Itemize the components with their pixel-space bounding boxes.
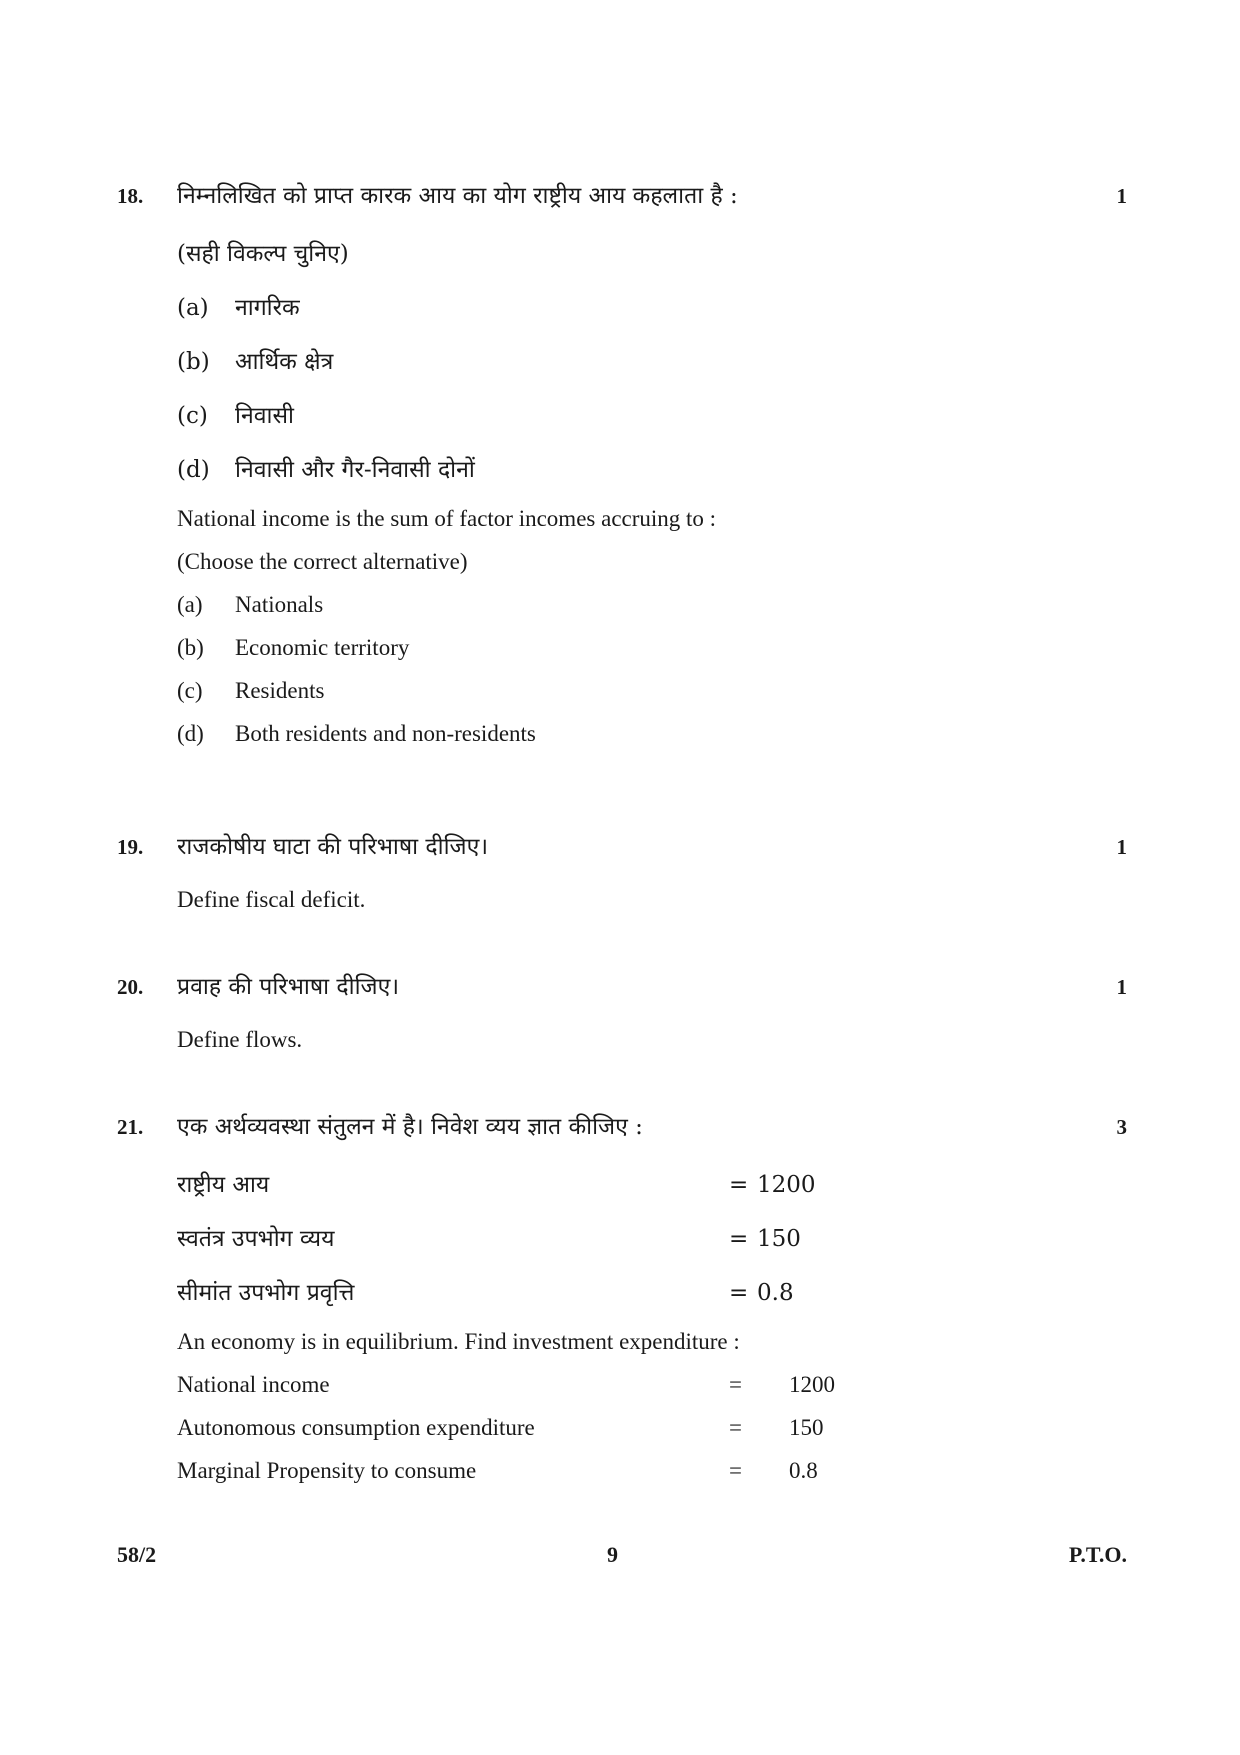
question-number: 20. [117,975,144,999]
data-value: 1200 [789,1372,835,1397]
equals-sign: = [729,1458,742,1483]
data-key: Marginal Propensity to consume [177,1458,477,1483]
data-value: 1200 [757,1172,816,1198]
question-text-english: National income is the sum of factor incomes accruing to : [177,506,717,531]
option-hindi-a [177,281,1127,335]
question-text-hindi: निम्नलिखित को प्राप्त कारक आय का योग राष्ट्रीय आय कहलाता है : [177,183,738,209]
question-number: 21. [117,1115,144,1139]
data-row-english [177,1406,1127,1449]
data-value: 0.8 [789,1458,818,1483]
instruction-english: (Choose the correct alternative) [177,549,468,574]
question-18 [117,171,1127,755]
equals-sign: = [729,1280,749,1306]
question-header [117,171,1127,227]
option-hindi-b [177,335,1127,389]
paper-code: 58/2 [117,1542,157,1567]
option-label: (a) [177,592,203,617]
option-label: (c) [177,678,203,703]
option-label: (d) [177,457,210,483]
equals-sign: = [729,1372,742,1397]
question-marks: 1 [1116,184,1127,208]
option-text: Economic territory [235,635,410,660]
option-label: (c) [177,403,208,429]
question-number: 19. [117,835,144,859]
question-text-english: Define fiscal deficit. [177,887,366,912]
option-hindi-d [177,443,1127,497]
data-row-hindi [177,1158,1127,1212]
question-text-hindi: प्रवाह की परिभाषा दीजिए। [177,974,400,1000]
data-value: 0.8 [757,1280,794,1306]
question-text-hindi: एक अर्थव्यवस्था संतुलन में है। निवेश व्यय ज्ञात कीजिए : [177,1114,643,1140]
option-english-b [177,626,1127,669]
question-header [117,1102,1127,1158]
data-value: 150 [757,1226,801,1252]
page-number: 9 [607,1542,618,1567]
equals-sign: = [729,1415,742,1440]
data-row-hindi [177,1266,1127,1320]
option-text: आर्थिक क्षेत्र [235,349,334,375]
data-key: सीमांत उपभोग प्रवृत्ति [177,1280,355,1306]
option-text: Residents [235,678,325,703]
data-row-hindi [177,1212,1127,1266]
question-marks: 1 [1116,975,1127,999]
data-value: 150 [789,1415,824,1440]
data-key: Autonomous consumption expenditure [177,1415,535,1440]
option-text: Both residents and non-residents [235,721,536,746]
equals-sign: = [729,1226,749,1252]
option-english-d [177,712,1127,755]
option-hindi-c [177,389,1127,443]
data-key: राष्ट्रीय आय [177,1172,270,1198]
option-label: (b) [177,635,204,660]
option-english-a [177,583,1127,626]
option-label: (a) [177,295,209,321]
question-19 [117,822,1127,921]
question-number: 18. [117,184,144,208]
pto-label: P.T.O. [1068,1542,1127,1567]
data-row-english [177,1363,1127,1406]
question-21 [117,1102,1127,1492]
question-text-english: Define flows. [177,1027,303,1052]
instruction-hindi: (सही विकल्प चुनिए) [177,241,349,267]
option-text: निवासी [235,403,294,429]
question-text-english: An economy is in equilibrium. Find investment expenditure : [177,1329,740,1354]
option-text: Nationals [235,592,324,617]
question-header [117,962,1127,1018]
option-text: नागरिक [235,295,300,321]
question-marks: 3 [1116,1115,1127,1139]
question-marks: 1 [1116,835,1127,859]
question-header [117,822,1127,878]
data-key: स्वतंत्र उपभोग व्यय [177,1226,335,1252]
data-row-english [177,1449,1127,1492]
option-text: निवासी और गैर-निवासी दोनों [235,457,475,483]
option-english-c [177,669,1127,712]
option-label: (d) [177,721,204,746]
page-footer [117,1535,1127,1575]
question-text-hindi: राजकोषीय घाटा की परिभाषा दीजिए। [177,834,489,860]
option-label: (b) [177,349,210,375]
equals-sign: = [729,1172,749,1198]
question-20 [117,962,1127,1061]
data-key: National income [177,1372,330,1397]
